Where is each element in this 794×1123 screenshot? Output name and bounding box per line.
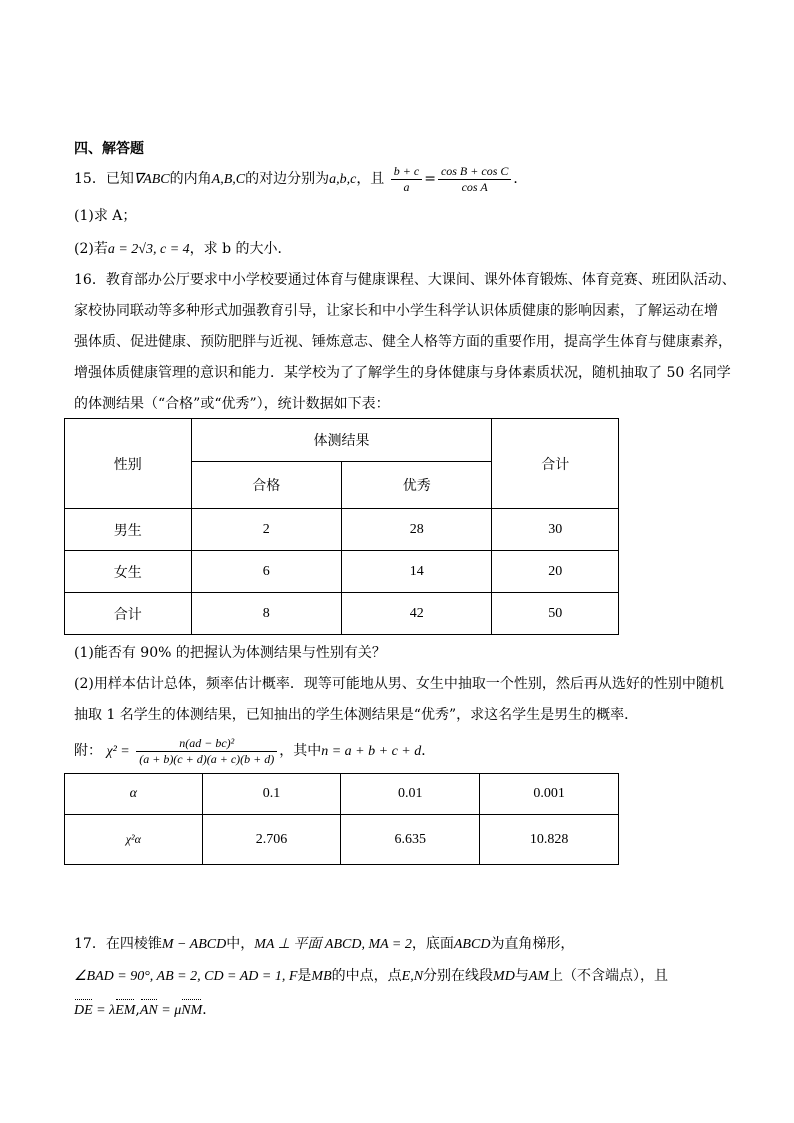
cell-excellent: 28 — [341, 509, 491, 551]
cell-pass: 2 — [191, 509, 341, 551]
cell-excellent: 42 — [341, 593, 491, 635]
cell-total: 30 — [492, 509, 619, 551]
alpha-value: 0.01 — [341, 774, 480, 815]
q16-line-2: 家校协同联动等多种形式加强教育引导，让家长和中小学生科学认识体质健康的影响因素，了解运动在增 — [74, 303, 718, 319]
cell-total: 20 — [492, 551, 619, 593]
q16-line-5: 的体测结果（“合格”或“优秀”），统计数据如下表： — [74, 396, 390, 412]
vector-nm: NM — [181, 1001, 202, 1021]
table-row — [65, 509, 619, 551]
vector-de: DE — [74, 1001, 93, 1021]
q16-line-3: 强体质、促进健康、预防肥胖与近视、锤炼意志、健全人格等方面的重要作用，提高学生体育与健康素养， — [74, 334, 732, 350]
chi-square-fraction: $\frac{\text{n(ad − bc)²}}{(a + b)(c + d)(a + c)(b + d)}$ — [136, 736, 277, 767]
q15-stem: 15．已知∇ABC的内角A,B,C的对边分别为a,b,c，且 $\frac{b + c}{a}$ = $\frac{\text{cos B + cos C}}{\text{cos A}}$ ． — [74, 163, 528, 194]
alpha-value: 0.1 — [202, 774, 341, 815]
fitness-table — [64, 418, 619, 635]
cell-excellent: 14 — [341, 551, 491, 593]
vector-em: EM — [115, 1001, 135, 1021]
chi-value: 6.635 — [341, 815, 480, 865]
q16-part2-line1: (2)用样本估计总体，频率估计概率．现等可能地从男、女生中抽取一个性别，然后再从选好的性别中随机 — [74, 676, 724, 692]
chi-value: 2.706 — [202, 815, 341, 865]
fraction-cos: $\frac{\text{cos B + cos C}}{\text{cos A}}$ — [438, 164, 511, 195]
appendix-formula: 附： χ² = $\frac{\text{n(ad − bc)²}}{(a + b)(c + d)(a + c)(b + d)}$ ，其中n = a + b + c + d． — [74, 735, 436, 766]
row-label: 男生 — [65, 509, 192, 551]
section-title: 四、解答题 — [74, 141, 144, 157]
q16-line-4: 增强体质健康管理的意识和能力．某学校为了了解学生的身体健康与身体素质状况，随机抽取了 50 名同学 — [74, 365, 731, 381]
header-result: 体测结果 — [191, 419, 492, 462]
q17-line-3: DE = λEM,AN = μNM． — [74, 1000, 216, 1021]
header-pass: 合格 — [191, 462, 341, 509]
critical-value-table — [64, 773, 619, 865]
cell-pass: 6 — [191, 551, 341, 593]
chi-value: 10.828 — [480, 815, 619, 865]
header-excellent: 优秀 — [341, 462, 491, 509]
fraction-b-plus-c-over-a: $\frac{b + c}{a}$ — [391, 164, 422, 195]
row-label: 女生 — [65, 551, 192, 593]
q15-part2: (2)若a = 2√3, c = 4，求 b 的大小． — [74, 241, 292, 257]
q16-part1: (1)能否有 90% 的把握认为体测结果与性别有关？ — [74, 645, 386, 661]
cell-pass: 8 — [191, 593, 341, 635]
q16-part2-line2: 抽取 1 名学生的体测结果，已知抽出的学生体测结果是“优秀”，求这名学生是男生的概率． — [74, 707, 639, 723]
q15-part1: (1)求 A； — [74, 208, 137, 224]
cell-total: 50 — [492, 593, 619, 635]
q16-line-1: 16．教育部办公厅要求中小学校要通过体育与健康课程、大课间、课外体育锻炼、体育竞赛、班团队活动、 — [74, 272, 736, 288]
alpha-label: α — [65, 774, 203, 815]
header-total: 合计 — [492, 419, 619, 509]
table-row — [65, 551, 619, 593]
table-row — [65, 593, 619, 635]
alpha-value: 0.001 — [480, 774, 619, 815]
vector-an: AN — [140, 1001, 158, 1021]
row-label: 合计 — [65, 593, 192, 635]
q17-line-1: 17．在四棱锥M − ABCD中，MA ⊥ 平面 ABCD, MA = 2，底面ABCD为直角梯形， — [74, 936, 575, 952]
header-gender: 性别 — [65, 419, 192, 509]
q17-line-2: ∠BAD = 90°, AB = 2, CD = AD = 1, F是MB的中点，点E,N分别在线段MD与AM上（不含端点），且 — [74, 968, 669, 984]
chi-alpha-label: χ²α — [65, 815, 203, 865]
